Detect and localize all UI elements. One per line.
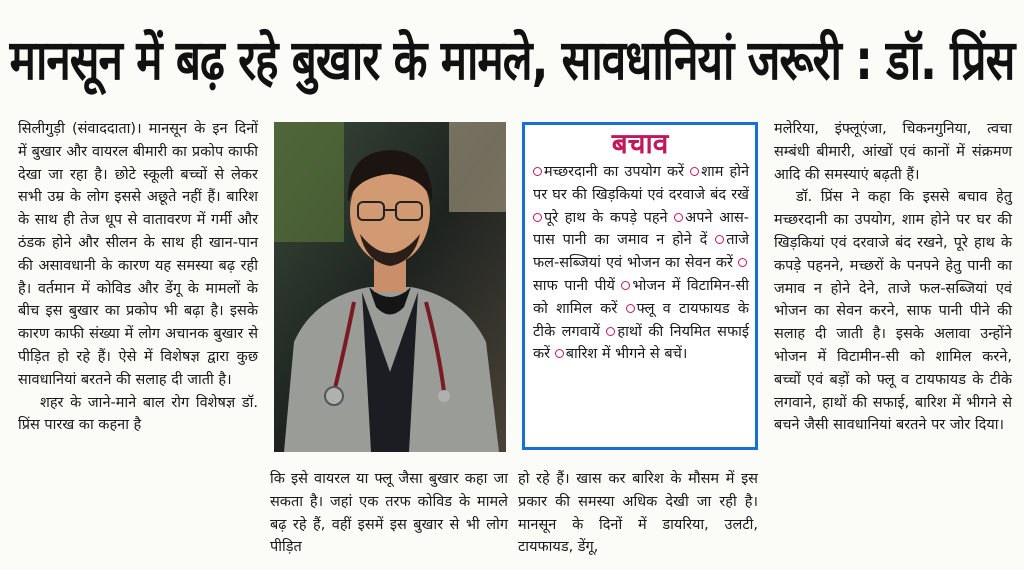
list-item: पूरे हाथ के कपड़े पहने (533, 210, 674, 226)
paragraph: कि इसे वायरल या फ्लू जैसा बुखार कहा जा सकता है। जहां एक तरफ कोविड के मामले बढ़ रहे हैं, वहीं इसमें इस बुखार से भी लोग पीड़ित (270, 471, 508, 556)
bullet-icon (715, 235, 724, 244)
prevention-box (522, 122, 758, 450)
bullet-icon (533, 213, 542, 222)
paragraph: डॉ. प्रिंस ने कहा कि इससे बचाव हेतु मच्छरदानी का उपयोग, शाम होने पर घर की खिड़कियां एवं दरवाजे बंद रखने, पूरे हाथ के कपड़े पहनने, मच्छरों के पनपने हेतु पानी का जमाव न होने देने, ताजे फल-सब्जियां एवं भोजन का सेवन करने, साफ पानी पीने की सलाह दी जाती है। इसके अलावा उन्होंने भोजन में विटामीन-सी को शामिल करने, बच्चों एवं बड़ों को फ्लू व टायफायड के टीके लगवाने, हाथों की सफाई, बारिश में भीगने से बचने जैसी सावधानियां बरतने पर जोर दिया। (774, 189, 1012, 434)
bullet-icon (674, 213, 683, 222)
list-item: भोजन में विटामिन-सी को शामिल करें (533, 277, 750, 317)
list-item: मच्छरदानी का उपयोग करें (533, 164, 690, 180)
bullet-icon (738, 258, 747, 267)
bullet-icon (606, 327, 615, 336)
prevention-list (525, 161, 755, 366)
paragraph: मलेरिया, इंफ्लूएंजा, चिकनगुनिया, त्वचा सम्बंधी बीमारी, आंखों एवं कानों में संक्रमण आदि की समस्याएं बढ़ती हैं। (774, 121, 1012, 183)
column-4 (774, 118, 1012, 437)
column-3 (518, 468, 758, 559)
bullet-icon (690, 167, 699, 176)
paragraph: शहर के जाने-माने बाल रोग विशेषज्ञ डॉ. प्रिंस पारख का कहना है (18, 394, 258, 434)
bullet-icon (626, 304, 635, 313)
list-item: शाम होने पर घर की खिड़कियां एवं दरवाजे बंद रखें (533, 164, 750, 203)
list-item: बारिश में भीगने से बचें। (555, 346, 688, 362)
prevention-title: बचाव (611, 127, 669, 160)
doctor-photo (274, 122, 506, 452)
headline: मानसून में बढ़ रहे बुखार के मामले, सावधानियां जरूरी : डॉ. प्रिंस (9, 28, 1015, 93)
list-item: हाथों की नियमित सफाई करें (533, 323, 750, 363)
column-1 (18, 118, 258, 437)
column-2 (270, 468, 508, 559)
list-item: फ्लू व टायफायड के टीके लगवायें (533, 300, 749, 340)
bullet-icon (621, 281, 630, 290)
bullet-icon (533, 167, 542, 176)
bullet-icon (555, 349, 564, 358)
paragraph: हो रहे हैं। खास कर बारिश के मौसम में इस प्रकार की समस्या अधिक देखी जा रही है। मानसून के दिनों में डायरिया, उलटी, टायफायड, डेंगू, (518, 471, 758, 556)
list-item: साफ पानी पीयें (533, 255, 749, 294)
list-item: ताजे फल-सब्जियां एवं भोजन का सेवन करें (533, 232, 749, 272)
paragraph: सिलीगुड़ी (संवाददाता)। मानसून के इन दिनों में बुखार और वायरल बीमारी का प्रकोप काफी देखा जा रहा है। छोटे स्कूली बच्चों से लेकर सभी उम्र के लोग इससे अछूते नहीं हैं। बारिश के साथ ही तेज धूप से वातावरण में गर्मी और ठंडक होने और सीलन के साथ ही खान-पान की असावधानी के कारण यह समस्या बढ़ रही है। वर्तमान में कोविड और डेंगू के मामलों के बीच इस बुखार का प्रकोप भी बढ़ा है। इसके कारण काफी संख्या में लोग अचानक बुखार से पीड़ित हो रहे हैं। ऐसे में विशेषज्ञ द्वारा कुछ सावधानियां बरतने की सलाह दी जाती है। (18, 121, 258, 388)
list-item: अपने आस-पास पानी का जमाव न होने दें (533, 209, 749, 249)
